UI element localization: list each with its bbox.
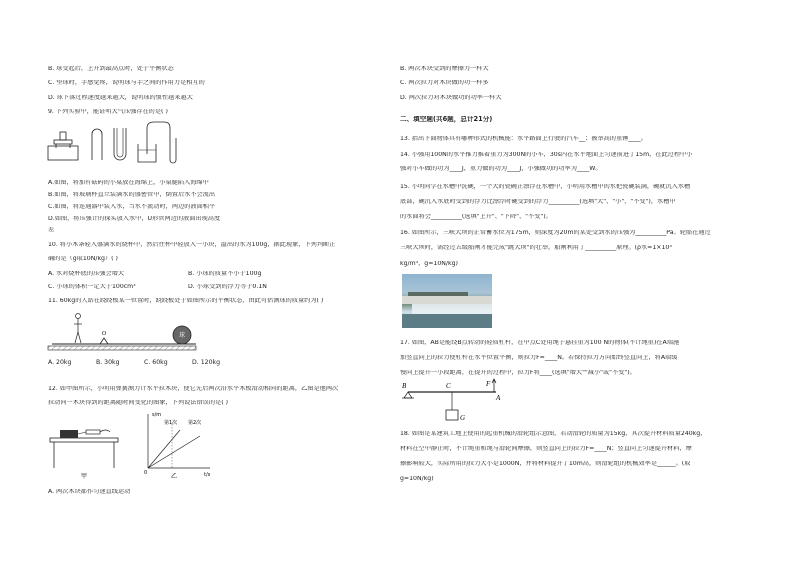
ground bbox=[48, 346, 196, 350]
lever-label-b: B bbox=[402, 382, 407, 390]
question-17-cont2: 慢向上提升一小段距离，在提升的过程中，拉力F将____(选填"增大""减小"或"不变")。 bbox=[400, 370, 636, 376]
q9-option-d-cont: 差 bbox=[48, 227, 55, 233]
q9-option-b: B.如图，将玻璃杯直立装满水的盛密管中，倒置后水不会流出 bbox=[48, 192, 216, 198]
question-14: 14. 小强用100N的水平推力推着重力为300N的小车，30s内在水平地面上匀速前进了15m，在此过程中小 bbox=[400, 152, 693, 158]
weight-block bbox=[446, 410, 458, 420]
ball-label: 球 bbox=[178, 332, 186, 339]
question-16-cont: 三峡大坝时，需经过五级船闸才能完成"跳大坝"的壮举，船闸利用了__________原理。(ρ水=1×10³ bbox=[400, 245, 672, 251]
weight bbox=[60, 132, 66, 140]
question-16-cont2: kg/m³，g=10N/kg) bbox=[400, 261, 458, 267]
q11-option-a: A. 20kg bbox=[48, 359, 72, 366]
lever-label-c: C bbox=[446, 382, 451, 390]
question-18: 18. 如图是某建筑工地上使用的起重机械的滑轮组示意图，若动滑轮的质量为15kg，其次提升材料质量240kg， bbox=[400, 431, 707, 437]
question-12: 12. 如甲图所示，小明用弹簧测力计水平拉木块，使它先后两次沿水平木板滑动相同的距离，乙图是他两次 bbox=[48, 386, 339, 392]
question-18-cont: 材料在空中静止时，不计绳重和绳与滑轮间摩擦，则竖直向上的拉力F=____N；竖直向上匀速提升材料，摩 bbox=[400, 446, 692, 452]
q12-figures bbox=[48, 410, 248, 484]
q12-option-c: C. 两次拉力对木块做的功一样多 bbox=[400, 80, 489, 86]
three-gorges-dam-photo bbox=[402, 274, 492, 328]
lever-figure bbox=[400, 376, 510, 436]
pivot bbox=[100, 338, 108, 344]
question-15-cont: 底部，碗沉入水底时受到的浮力比漂浮时碗受到的浮力__________(选填"大"、"小"、"不变")，水槽中 bbox=[400, 199, 676, 205]
q10-option-a: A. 水对烧杯底的压强会增大 bbox=[48, 271, 125, 277]
section-title-fill-in: 二、填空题(共6题，总计21分) bbox=[400, 116, 493, 123]
graph-line-1 bbox=[148, 430, 180, 468]
option-d-line: D. 球下落过程速度越来越大，说明球的惯性越来越大 bbox=[48, 95, 193, 101]
q9-figures bbox=[48, 118, 178, 168]
question-12-cont: 拉动同一木块得到的距离随时间变化的图象，下列说法错误的是( ) bbox=[48, 400, 229, 406]
q11-options bbox=[48, 360, 240, 366]
figure-yi-label: 乙 bbox=[170, 473, 178, 480]
question-10-cont: 确的是（g取10N/kg）( ) bbox=[48, 256, 118, 262]
question-10: 10. 将小木条轻入盛满水的烧杯中，然后往杯中轻放入一小块，溢出的水为100g，据此现象，下列判断正 bbox=[48, 242, 336, 248]
graph-first-label: 第1次 bbox=[164, 420, 178, 426]
question-17-cont: 加竖直向上的拉力使杠杆在水平位置平衡，则拉力F=____N。若保持拉力方向始终竖直向上，将A端缓 bbox=[400, 355, 678, 361]
manometer bbox=[147, 122, 176, 163]
person-head bbox=[76, 314, 81, 319]
option-b-line: B. 球受起后，上升到最高点时，处于平衡状态 bbox=[48, 66, 174, 72]
q12-option-a: A. 两次木块都作匀速直线运动 bbox=[48, 489, 131, 495]
lever-pivot bbox=[404, 392, 412, 398]
q11-option-d: D. 120kg bbox=[192, 359, 221, 366]
question-18-cont2: 擦影响较大，实际所用的拉力大小是1000N，并将材料提升了10m高，则滑轮组的机械效率是______。(取 bbox=[400, 461, 691, 467]
figure-jia-label: 甲 bbox=[80, 473, 88, 480]
question-17: 17. 如图，AB是能绕B点转动的轻质杠杆，在中点C处用绳子悬挂重为100 N的物体(不计绳重)在A端施 bbox=[400, 340, 680, 346]
q9-option-a: A.如图，将加有砝码的小桌放在海绵上，小桌腿陷入海绵中 bbox=[48, 180, 209, 186]
question-14-cont: 强对小车做的功为____J，重力做的功为____J，小强做功的功率为____W。 bbox=[400, 166, 602, 172]
q12-option-d: D. 两次拉力对木块做功的功率一样大 bbox=[400, 95, 502, 101]
inverted-tube bbox=[92, 129, 102, 160]
graph-y-label: s/m bbox=[152, 412, 162, 418]
question-11: 11. 60kg的人站在跷跷板某一位置时，跷跷板处于如图所示的平衡状态，由此可估测球的质量约为( ) bbox=[48, 298, 324, 304]
hand bbox=[100, 430, 110, 432]
q10-option-c: C. 小球的体积一定大于100cm³ bbox=[48, 284, 136, 290]
q10-option-d: D. 小球受到的浮力等于0.1N bbox=[188, 284, 267, 290]
dam-illustration bbox=[402, 274, 492, 328]
lever-label-a: A bbox=[496, 394, 501, 402]
q9-option-d: D.如图，将压强计的探头放入水中，U形管两边的液面出现高度 bbox=[48, 216, 221, 222]
small-table bbox=[54, 140, 72, 144]
question-16: 16. 如图所示，三峡大坝的正常蓄水位为175m，则深度为20m的某处受到水的压强为__________Pa。轮船在通过 bbox=[400, 230, 711, 236]
q11-option-c: C. 60kg bbox=[144, 359, 168, 366]
question-18-cont3: g=10N/kg) bbox=[400, 476, 434, 482]
u-tube bbox=[114, 128, 126, 160]
spring-scale bbox=[86, 430, 100, 434]
lever-label-g: G bbox=[460, 414, 466, 422]
q12-option-b: B. 两次木块受到的摩擦力一样大 bbox=[400, 66, 489, 72]
q10-option-b: B. 小球的质量不小于100g bbox=[188, 271, 262, 277]
graph-line-2 bbox=[148, 436, 200, 468]
lever-label-f: F bbox=[486, 380, 491, 388]
option-c-line: C. 垫球时，手感觉疼，说明球与手之间的作用力是相互的 bbox=[48, 80, 205, 86]
wood-block bbox=[60, 430, 78, 438]
graph-x-label: t/s bbox=[204, 472, 211, 478]
q11-option-b: B. 30kg bbox=[96, 359, 120, 366]
seesaw-figure bbox=[48, 308, 198, 358]
question-15: 15. 小明同学在水槽中洗碗，一个大的瓷碗正漂浮在水槽中，小明用水槽中的水把瓷碗装满，碗就沉入水槽 bbox=[400, 184, 691, 190]
pivot-label: O bbox=[101, 331, 107, 337]
graph-second-label: 第2次 bbox=[188, 420, 202, 426]
question-9: 9. 下列实验中，能证明大气压强存在的是( ) bbox=[48, 109, 168, 115]
table-top bbox=[50, 438, 118, 442]
q9-option-c: C.如图，将连通器中装入水，当水不流动时，两边的液面相平 bbox=[48, 204, 216, 210]
question-15-cont2: 的水面将会__________(选填"上升"、"下降"、"不变")。 bbox=[400, 214, 552, 220]
sponge-block bbox=[48, 146, 78, 160]
question-13: 13. 指出下面物体具有哪种形式的机械能：水平路面上行驶的汽车__；被举高的重锤____。 bbox=[400, 136, 647, 142]
graph-origin: 0 bbox=[144, 470, 148, 476]
